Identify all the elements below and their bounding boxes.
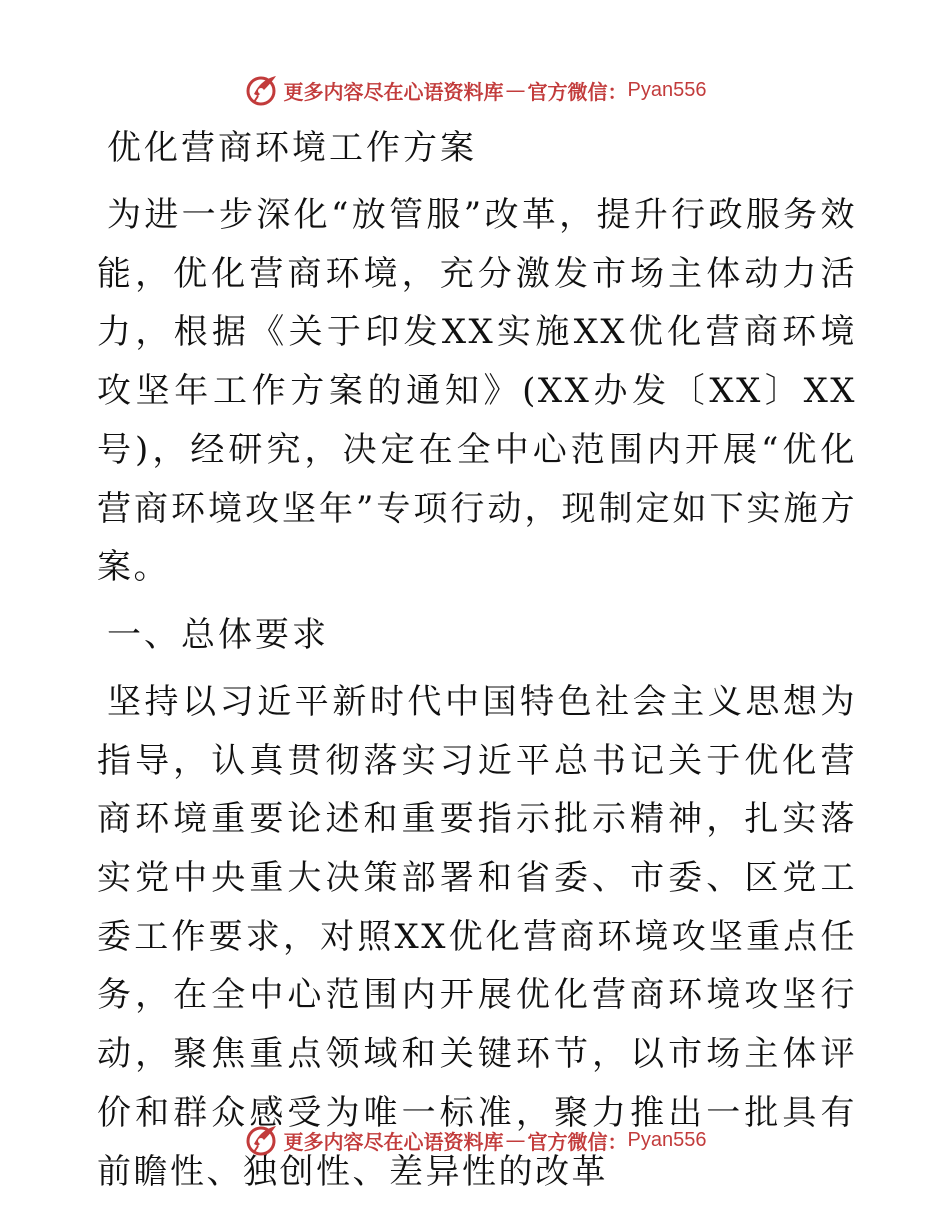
footer-watermark [0,1120,950,1160]
watermark-separator: — [505,78,526,102]
watermark-wechat-id: Pyan556 [627,1128,707,1151]
watermark-main-text: 更多内容尽在心语资料库 [283,79,504,104]
section-heading-general-requirements: 一、总体要求 [107,614,329,655]
watermark-label: 官方微信： [527,1129,628,1154]
quill-circle-logo-icon [244,1122,280,1158]
watermark-separator: — [505,1128,526,1152]
document-body [97,120,857,1201]
watermark-main-text: 更多内容尽在心语资料库 [283,1129,504,1154]
intro-paragraph: 为进一步深化“放管服”改革，提升行政服务效能，优化营商环境，充分激发市场主体动力活力，根据《关于印发XX实施XX优化营商环境攻坚年工作方案的通知》(XX办发〔XX〕XX号)，经研究，决定在全中心范围内开展“优化营商环境攻坚年”专项行动，现制定如下实施方案。 [97,195,857,588]
quill-circle-logo-icon [244,72,280,108]
watermark-wechat-id: Pyan556 [627,78,707,101]
document-title: 优化营商环境工作方案 [107,128,477,168]
header-watermark [0,70,950,110]
section-body-paragraph: 坚持以习近平新时代中国特色社会主义思想为指导，认真贯彻落实习近平总书记关于优化营商环境重要论述和重要指示批示精神，扎实落实党中央重大决策部署和省委、市委、区党工委工作要求，对照XX优化营商环境攻坚重点任务，在全中心范围内开展优化营商环境攻坚行动，聚焦重点领域和关键环节，以市场主体评价和群众感受为唯一标准，聚力推出一批具有前瞻性、独创性、差异性的改革 [97,681,857,1192]
watermark-label: 官方微信： [527,79,628,104]
